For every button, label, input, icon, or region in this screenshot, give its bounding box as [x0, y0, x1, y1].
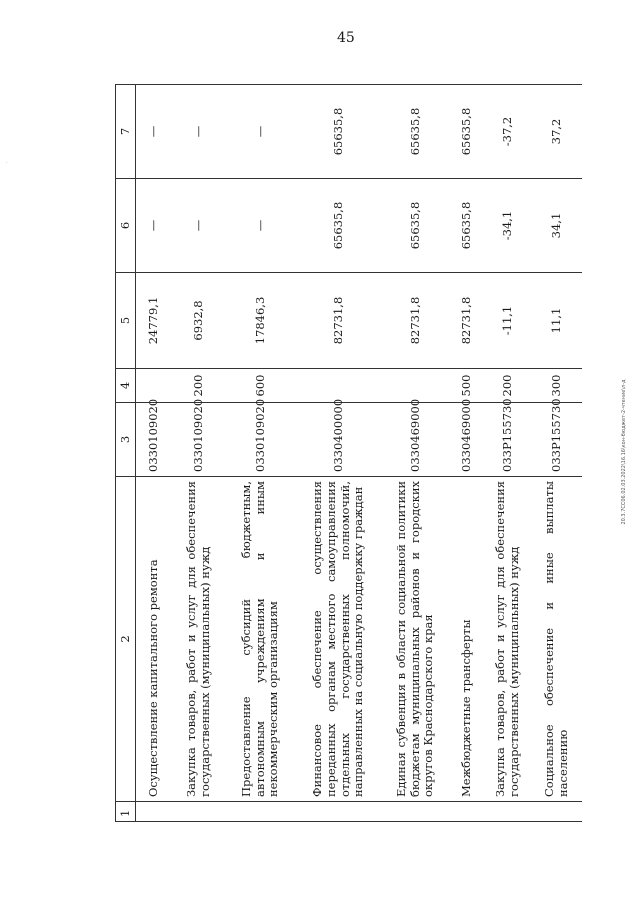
description-cell: Осуществление капитального ремонта: [136, 477, 172, 802]
side-stamp: 20.3.7СС06.02.03.2022\16.16\кон-бюджет-2-чтение\л-д: [621, 379, 627, 525]
description-cell: Закупка товаров, работ и услуг для обеспечения государственных (муниципальных) нужд: [484, 477, 532, 802]
amount-cell: 37,2: [532, 85, 582, 179]
column-header: 4: [116, 369, 136, 403]
amount-cell: 24779,1: [136, 273, 172, 369]
target-code-cell: 0330469000: [382, 403, 450, 477]
amount-cell: 6932,8: [172, 273, 226, 369]
expense-type-cell: 600: [226, 369, 296, 403]
table-row: [136, 85, 172, 822]
amount-cell: 65635,8: [382, 179, 450, 273]
amount-cell: 11,1: [532, 273, 582, 369]
amount-cell: 65635,8: [450, 179, 484, 273]
description-cell: Единая субвенция в области социальной политики бюджетам муниципальных районов и городских округов Краснодарского края: [382, 477, 450, 802]
table-row: [296, 85, 382, 822]
table-row: [484, 85, 532, 822]
amount-cell: 82731,8: [450, 273, 484, 369]
target-code-cell: 033P155730: [484, 403, 532, 477]
row-index-cell: [172, 802, 226, 822]
description-cell: Социальное обеспечение и иные выплаты населению: [532, 477, 582, 802]
amount-cell: -34,1: [484, 179, 532, 273]
amount-cell: -11,1: [484, 273, 532, 369]
amount-cell: 65635,8: [450, 85, 484, 179]
expense-type-cell: [382, 369, 450, 403]
table-row: [382, 85, 450, 822]
description-cell: Финансовое обеспечение осуществления переданных органам местного самоуправления отдельных государственных полномочий, направленных на социальную поддержку граждан: [296, 477, 382, 802]
rotated-table-container: [115, 85, 570, 822]
row-index-cell: [136, 802, 172, 822]
amount-cell: —: [172, 179, 226, 273]
expense-type-cell: [136, 369, 172, 403]
amount-cell: —: [136, 179, 172, 273]
column-header: 3: [116, 403, 136, 477]
expense-type-cell: [296, 369, 382, 403]
expense-type-cell: 200: [172, 369, 226, 403]
expense-type-cell: 200: [484, 369, 532, 403]
row-index-cell: [296, 802, 382, 822]
target-code-cell: 0330400000: [296, 403, 382, 477]
row-index-cell: [226, 802, 296, 822]
description-cell: Предоставление субсидий бюджетным, автономным учреждениям и иным некоммерческим организациям: [226, 477, 296, 802]
amount-cell: 65635,8: [382, 85, 450, 179]
table-row: [450, 85, 484, 822]
header-row: [116, 85, 136, 822]
amount-cell: 65635,8: [296, 85, 382, 179]
column-header: 5: [116, 273, 136, 369]
amount-cell: 17846,3: [226, 273, 296, 369]
margin-mark: ·: [6, 160, 8, 166]
amount-cell: -37,2: [484, 85, 532, 179]
budget-table: [115, 84, 582, 822]
amount-cell: —: [172, 85, 226, 179]
amount-cell: 82731,8: [296, 273, 382, 369]
target-code-cell: 033P155730: [532, 403, 582, 477]
description-cell: Закупка товаров, работ и услуг для обеспечения государственных (муниципальных) нужд: [172, 477, 226, 802]
table-row: [226, 85, 296, 822]
column-header: 6: [116, 179, 136, 273]
amount-cell: —: [226, 85, 296, 179]
column-header: 2: [116, 477, 136, 802]
amount-cell: 34,1: [532, 179, 582, 273]
target-code-cell: 0330469000: [450, 403, 484, 477]
row-index-cell: [382, 802, 450, 822]
page-number: 45: [337, 30, 355, 46]
column-header: 1: [116, 802, 136, 822]
expense-type-cell: 300: [532, 369, 582, 403]
column-header: 7: [116, 85, 136, 179]
table-row: [532, 85, 582, 822]
expense-type-cell: 500: [450, 369, 484, 403]
row-index-cell: [532, 802, 582, 822]
target-code-cell: 0330109020: [226, 403, 296, 477]
description-cell: Межбюджетные трансферты: [450, 477, 484, 802]
table-row: [172, 85, 226, 822]
amount-cell: —: [226, 179, 296, 273]
target-code-cell: 0330109020: [172, 403, 226, 477]
amount-cell: 65635,8: [296, 179, 382, 273]
row-index-cell: [484, 802, 532, 822]
row-index-cell: [450, 802, 484, 822]
amount-cell: 82731,8: [382, 273, 450, 369]
amount-cell: —: [136, 85, 172, 179]
target-code-cell: 0330109020: [136, 403, 172, 477]
